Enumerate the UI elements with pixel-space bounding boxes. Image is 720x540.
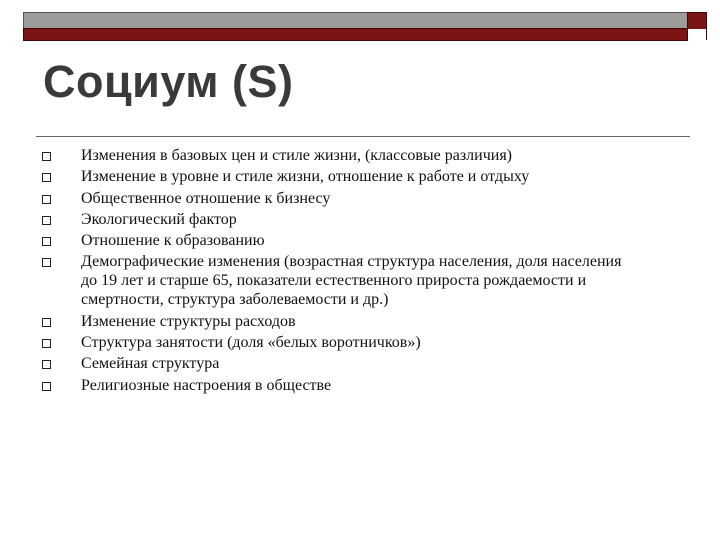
list-item (40, 252, 640, 309)
hollow-square-icon (42, 173, 51, 182)
list-item (40, 146, 640, 165)
hollow-square-icon (42, 152, 51, 161)
list-item-text: Отношение к образованию (81, 232, 265, 250)
slide-title: Социум (S) (43, 56, 294, 107)
list-item-text: Семейная структура (81, 355, 220, 373)
hollow-square-icon (42, 237, 51, 246)
list-item-text: Общественное отношение к бизнесу (81, 189, 331, 207)
hollow-square-icon (42, 195, 51, 204)
list-item-text: Изменение в уровне и стиле жизни, отношение к работе и отдыху (81, 168, 530, 186)
hollow-square-icon (42, 216, 51, 225)
corner-accent-lower (688, 29, 706, 40)
bullet-list (40, 146, 640, 397)
list-item (40, 333, 640, 352)
corner-accent-square (687, 12, 707, 40)
hollow-square-icon (42, 382, 51, 391)
hollow-square-icon (42, 318, 51, 327)
corner-accent-upper (688, 13, 706, 29)
hollow-square-icon (42, 360, 51, 369)
list-item (40, 189, 640, 208)
list-item-text: Демографические изменения (возрастная структура населения, доля населения до 19 лет и старше 65, показатели естественного прироста рождаемости и смертности, структура заболеваемости и др.) (81, 253, 622, 309)
list-item-text: Религиозные настроения в обществе (81, 376, 332, 394)
list-item (40, 210, 640, 229)
title-divider (36, 136, 690, 137)
list-item-text: Изменение структуры расходов (81, 312, 296, 330)
list-item (40, 231, 640, 250)
header-gray-bar (23, 12, 688, 29)
list-item-text: Структура занятости (доля «белых воротничков») (81, 334, 421, 352)
header-red-bar (23, 28, 688, 41)
hollow-square-icon (42, 339, 51, 348)
list-item (40, 354, 640, 373)
list-item (40, 312, 640, 331)
hollow-square-icon (42, 258, 51, 267)
list-item (40, 376, 640, 395)
list-item-text: Изменения в базовых цен и стиле жизни, (классовые различия) (81, 147, 513, 164)
list-item-text: Экологический фактор (81, 210, 237, 228)
list-item (40, 167, 640, 186)
